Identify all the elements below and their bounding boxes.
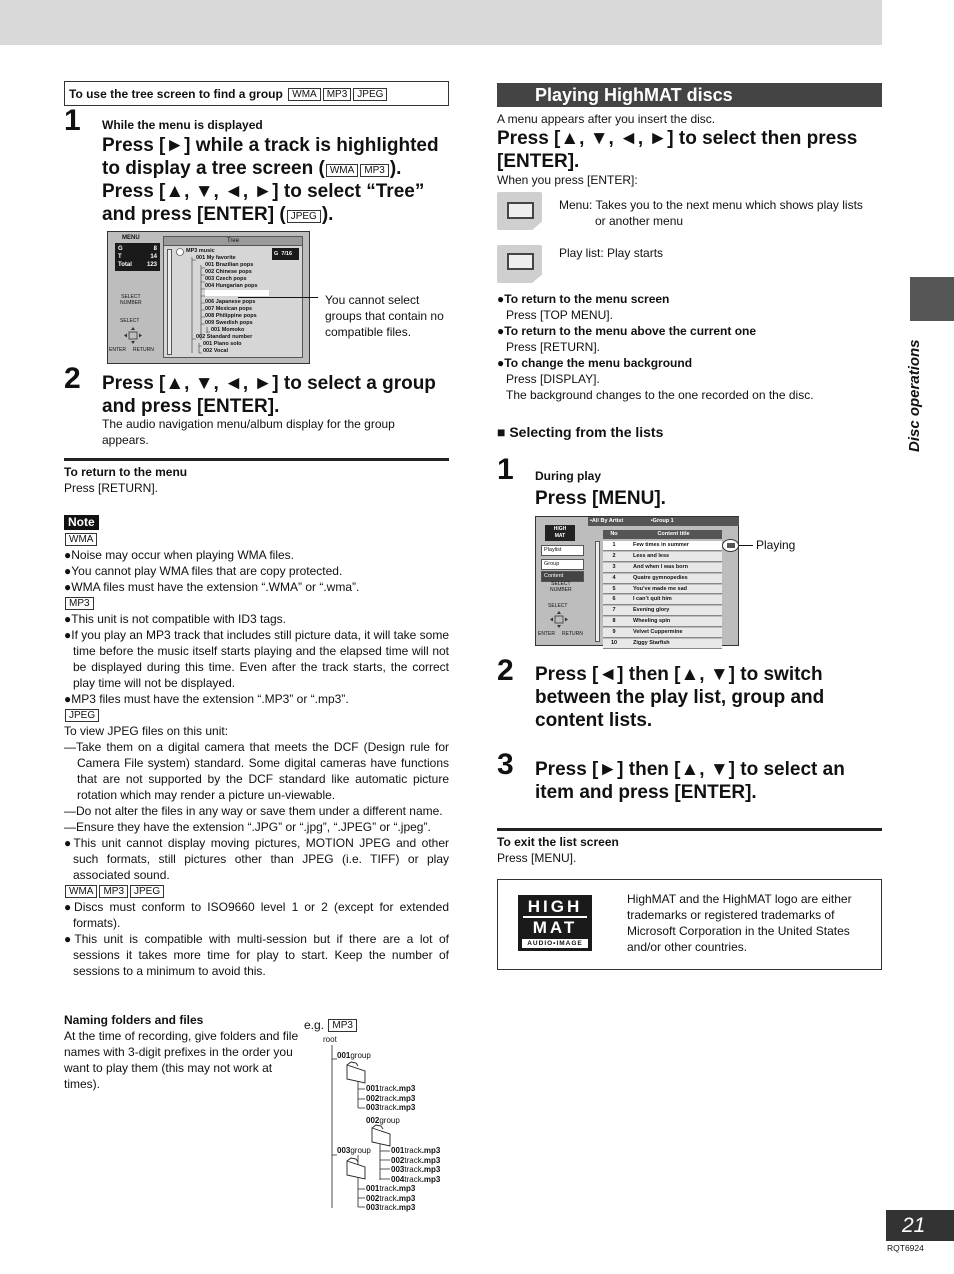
tree-item[interactable]: 006 Japanese pops: [205, 299, 256, 305]
tree-item[interactable]: 001 Brazilian pops: [205, 262, 254, 268]
note-label: Note: [64, 515, 99, 530]
r-step-3-number: 3: [497, 748, 514, 781]
step-2-desc: The audio navigation menu/album display for the group appears.: [102, 417, 395, 447]
list-tab-bar: [588, 517, 739, 526]
list-screen: [535, 516, 739, 646]
tree-header: Tree: [164, 237, 302, 246]
trademark-text: HighMAT and the HighMAT logo are either trademarks or registered trademarks of Microsoft Corporation in the United States and/or other countries.: [627, 892, 852, 954]
list-tab-artist[interactable]: •All By Artist: [590, 518, 624, 524]
when-enter: When you press [ENTER]:: [497, 173, 638, 187]
list-row-no: 2: [612, 552, 616, 559]
folder-002-files: 001track.mp3 002track.mp3 003track.mp3 004track.mp3: [391, 1146, 441, 1184]
press-select: Press [▲, ▼, ◄, ►] to select then press [ENTER].: [497, 128, 858, 172]
tag-jpeg: JPEG: [353, 88, 387, 101]
list-row[interactable]: [603, 552, 722, 562]
r-step-1-context: During play: [535, 469, 602, 483]
list-row-title: Few times in summer: [633, 541, 689, 548]
list-menu-group[interactable]: Group: [541, 559, 584, 570]
tree-enter: ENTER: [109, 347, 126, 353]
list-row-no: 1: [612, 541, 616, 548]
list-enter: ENTER: [538, 631, 555, 637]
tree-item[interactable]: 002 Vocal: [203, 348, 228, 354]
lists-heading: ■ Selecting from the lists: [497, 424, 664, 440]
r-step-2-number: 2: [497, 654, 514, 687]
list-row-no: 3: [612, 563, 616, 570]
list-menu-playlist[interactable]: Playlist: [541, 545, 584, 556]
tree-item-highlighted[interactable]: 005 Philippine pops: [186, 290, 269, 299]
list-row[interactable]: [603, 595, 722, 605]
folder-003-files: 001track.mp3 002track.mp3 003track.mp3: [366, 1184, 416, 1212]
tree-item[interactable]: 008 Philippine pops: [205, 313, 257, 319]
tree-counter-box: G 8 T 14 Total 123: [115, 243, 160, 271]
list-row-no: 6: [612, 596, 616, 603]
folder-icon: [347, 1158, 365, 1179]
list-row[interactable]: [603, 628, 722, 638]
tree-box: [64, 81, 449, 106]
list-row-no: 4: [612, 574, 616, 581]
tree-item[interactable]: 001 Momoko: [211, 327, 245, 333]
list-tab-group[interactable]: •Group 1: [650, 518, 674, 524]
naming-text: At the time of recording, give folders and file names with 3-digit prefixes in the order you want to play them (this may not work at times).: [64, 1029, 299, 1091]
callout-text: You cannot select groups that contain no compatible files.: [325, 293, 444, 339]
folder-icon: [347, 1062, 365, 1083]
side-tab-block: [910, 277, 954, 321]
return-title: To return to the menu: [64, 465, 188, 479]
list-row-title: Less and less: [633, 552, 670, 559]
tree-item[interactable]: 001 My favorite: [196, 255, 236, 261]
highmat-mini-logo: HIGH MAT: [545, 525, 575, 541]
list-row-no: 9: [612, 629, 616, 636]
trademark-box: [497, 879, 882, 970]
folder-001: 001group: [337, 1051, 371, 1060]
side-tab-label: Disc operations: [906, 339, 923, 452]
list-row-no: 5: [612, 585, 616, 592]
list-menu-content[interactable]: Content: [541, 571, 584, 582]
playlist-icon: [497, 245, 542, 283]
tree-item[interactable]: MP3 music: [186, 248, 215, 254]
notes-block: WMA ●Noise may occur when playing WMA files. ●You cannot play WMA files that are copy protected. ●WMA files must have the extension “.WMA” or “.wma”. MP3 ●This unit is not compatible with ID3 tags. ●If you play an MP3 track that includes still picture data, it will take some time before the music itself starts playing and the elapsed time will not be displayed during this time. Even after the track starts, the correct play time will not be displayed. ●MP3 files must have the extension “.MP3” or “.mp3”. JPEG To view JPEG files on this unit: —Take them on a digital camera that meets the DCF (Design rule for Camera File system) standard. Some digital cameras have functions that are not supported by the DCF standard like automatic picture rotation which may render a picture un-viewable. —Do not alter the files in any way or save them under a different name. —Ensure they have the extension “.JPG” or “.jpg”, “.JPEG” or “.jpeg”. ●This unit cannot display moving pictures, MOTION JPEG and other such formats, still pictures other than JPEG (i.e. TIFF) or play associated sound. WMA MP3 JPEG ●Discs must conform to ISO9660 level 1 or 2 (except for extended formats). ●This unit is compatible with multi-session but if there are a lot of sessions it takes more time for play to start. Keep the number of sessions to a minimum to avoid this.: [64, 534, 449, 978]
tree-g-counter: G 7/16: [272, 248, 299, 260]
dpad-icon: [548, 611, 570, 629]
list-scrollbar[interactable]: [595, 541, 600, 642]
playlist-desc: Play list: Play starts: [559, 246, 664, 260]
tree-item[interactable]: 003 Czech pops: [205, 276, 247, 282]
step-1-instructions: Press [►] while a track is highlighted to display a tree screen ( WMA MP3 ). Press [▲, ▼, ◄, ►] to select “Tree” and press [ENTER] ( JPEG ).: [102, 135, 439, 225]
tree-return: RETURN: [133, 347, 154, 353]
tag-wma: WMA: [288, 88, 320, 101]
list-row-no: 7: [612, 607, 616, 614]
folder-icon: [372, 1125, 390, 1146]
tree-menu-label: MENU: [122, 235, 140, 241]
tree-item[interactable]: 001 Piano solo: [203, 341, 242, 347]
doc-code: RQT6924: [887, 1243, 924, 1253]
list-row-no: 10: [610, 640, 618, 647]
list-row[interactable]: [603, 617, 722, 627]
step-2-number: 2: [64, 362, 81, 395]
folder-003: 003group: [337, 1146, 371, 1155]
return-text: Press [RETURN].: [64, 481, 159, 495]
tree-item[interactable]: 002 Chinese pops: [205, 269, 252, 275]
exit-title: To exit the list screen: [497, 835, 619, 849]
root-label: root: [323, 1035, 337, 1044]
playing-line: [739, 545, 753, 546]
section-title-bar: Playing HighMAT discs: [497, 83, 882, 107]
playing-icon: [722, 539, 739, 552]
eg-label: e.g. MP3: [304, 1017, 358, 1033]
list-row-title: You’ve made me sad: [633, 585, 688, 592]
tree-select-number: SELECT NUMBER: [120, 294, 142, 306]
list-return: RETURN: [562, 631, 583, 637]
list-row-title: I can’t quit him: [633, 596, 672, 603]
callout-line: [238, 297, 318, 298]
rule-left-1: [64, 458, 449, 461]
tree-select: SELECT: [120, 318, 140, 324]
menu-desc: Menu: Takes you to the next menu which shows play lists or another menu: [559, 198, 863, 228]
tree-item[interactable]: 009 Swedish pops: [205, 320, 253, 326]
tree-item[interactable]: 002 Standard number: [196, 334, 253, 340]
list-select-number: SELECT NUMBER: [550, 581, 572, 593]
intro: A menu appears after you insert the disc.: [497, 112, 716, 126]
list-row-title: Velvet Cuppermine: [633, 629, 683, 636]
folder-001-files: 001track.mp3 002track.mp3 003track.mp3: [366, 1084, 416, 1112]
list-row[interactable]: [603, 585, 722, 595]
list-row-title: Evening glory: [633, 607, 670, 614]
list-row-title: And when I was born: [633, 563, 689, 570]
r-step-2-text: Press [◄] then [▲, ▼] to switch between the play list, group and content lists.: [535, 664, 825, 731]
folder-002: 002group: [366, 1116, 400, 1125]
page-number: 21: [886, 1210, 954, 1241]
list-menu-items: [541, 545, 584, 582]
exit-text: Press [MENU].: [497, 851, 577, 865]
r-step-1-number: 1: [497, 453, 514, 486]
naming-title: Naming folders and files: [64, 1013, 204, 1027]
menu-icon: [497, 192, 542, 230]
r-step-3-text: Press [►] then [▲, ▼] to select an item and press [ENTER].: [535, 759, 845, 803]
list-row[interactable]: [603, 541, 722, 551]
options-block: ●To return to the menu screen Press [TOP MENU]. ●To return to the menu above the current one Press [RETURN]. ●To change the menu background Press [DISPLAY]. The background changes to the one recorded on the disc.: [497, 292, 814, 402]
list-row[interactable]: [603, 639, 722, 649]
tag-mp3: MP3: [323, 88, 352, 101]
folder-example: [300, 1015, 460, 1215]
list-row[interactable]: [603, 563, 722, 573]
tree-item[interactable]: 004 Hungarian pops: [205, 283, 258, 289]
tree-box-title: To use the tree screen to find a group: [69, 87, 283, 101]
list-select: SELECT: [548, 603, 568, 609]
list-row[interactable]: [603, 606, 722, 616]
tree-item-list: [186, 248, 269, 355]
highmat-logo: HIGH MAT AUDIO•IMAGE: [518, 895, 592, 951]
r-step-1-press: Press [MENU].: [535, 488, 666, 509]
playing-label: Playing: [756, 538, 796, 552]
list-table: No Content title 1 Few times in summer 2 Less and less 3 And when I was born 4 Quatre gymnopedies 5 You’ve made me sad 6 I can’t quit him 7 Evening glory 8 Wheeling spin 9 Velvet Cuppermine 10 Ziggy Starfish: [603, 530, 722, 650]
step-2-instructions: Press [▲, ▼, ◄, ►] to select a group and press [ENTER].: [102, 373, 436, 417]
list-row-no: 8: [612, 618, 616, 625]
step-1-number: 1: [64, 104, 81, 137]
list-row-title: Wheeling spin: [633, 618, 671, 625]
list-row-title: Quatre gymnopedies: [633, 574, 688, 581]
list-row[interactable]: [603, 574, 722, 584]
header-bar: [0, 0, 882, 45]
list-row-title: Ziggy Starfish: [633, 640, 670, 647]
tree-item[interactable]: 007 Mexican pops: [205, 306, 253, 312]
step-1-context: While the menu is displayed: [102, 118, 263, 132]
rule-right-1: [497, 828, 882, 831]
dpad-icon: [122, 327, 144, 345]
